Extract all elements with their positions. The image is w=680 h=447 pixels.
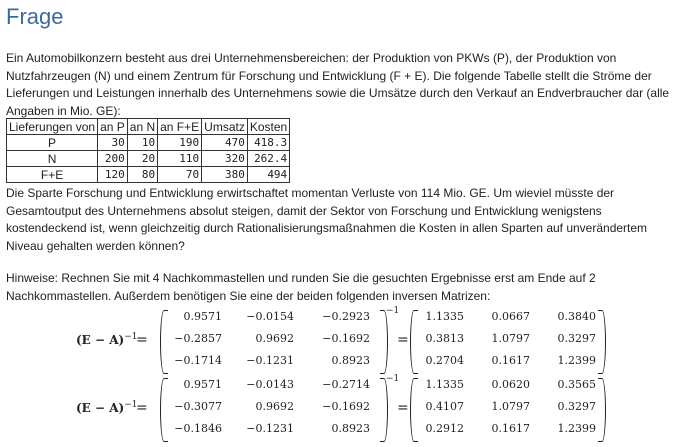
matrix-cell: 0.2912 <box>425 422 464 435</box>
table-cell: F+E <box>7 167 98 183</box>
matrix-cell: 0.9571 <box>183 310 222 323</box>
intro-paragraph: Ein Automobilkonzern besteht aus drei Unternehmensbereichen: der Produktion von PKWs (P), der Produktion von Nutzfahrzeugen (N) und einem Zentrum für Forschung und Entwicklung (F + E). Die folgende Tabelle stellt die Ströme der Lieferungen und Leistungen innerhalb des Unternehmens sowie die Umsätze durch den Verkauf an Endverbraucher dar (alle Angaben in Mio. GE): <box>6 51 670 118</box>
column-header: an F+E <box>158 119 202 135</box>
matrix-cell: 0.9571 <box>183 378 222 391</box>
inverse-exponent: −1 <box>386 306 400 316</box>
matrix-cell: 1.1335 <box>425 378 464 391</box>
matrix-cell: 0.1617 <box>491 422 530 435</box>
matrix-cell: 0.0667 <box>491 310 530 323</box>
table-cell: 470 <box>202 135 248 151</box>
matrix-cell: −0.2714 <box>322 378 370 391</box>
matrix-cell: −0.1231 <box>246 422 294 435</box>
matrix-cell: 0.2704 <box>425 354 464 367</box>
table-cell: 20 <box>127 151 157 167</box>
table-row <box>7 151 290 167</box>
table-cell: 10 <box>127 135 157 151</box>
table-cell: 110 <box>158 151 202 167</box>
table-cell: 262.4 <box>247 151 289 167</box>
table-cell: 120 <box>98 167 128 183</box>
hint-paragraph: Hinweise: Rechnen Sie mit 4 Nachkommastellen und runden Sie die gesuchten Ergebnisse erst am Ende auf 2 Nachkommastellen. Außerdem benötigen Sie eine der beiden folgenden inversen Matrizen: <box>6 271 596 303</box>
table-cell: N <box>7 151 98 167</box>
page-title: Frage <box>6 4 64 29</box>
question-paragraph: Die Sparte Forschung und Entwicklung erwirtschaftet momentan Verluste von 114 Mio. GE. Um wieviel müsste der Gesamtoutput des Unternehmens absolut steigen, damit der Sektor von Forschung und Entwicklung wenigstens kostendeckend ist, wenn gleichzeitig durch Rationalisierungsmaßnahmen die Kosten in allen Sparten auf unverändertem Niveau gehalten werden können? <box>6 186 648 253</box>
matrix-cell: 0.3813 <box>425 332 464 345</box>
left-matrix <box>160 374 400 442</box>
table-cell: P <box>7 135 98 151</box>
matrix-cell: 1.1335 <box>425 310 464 323</box>
matrix-cell: 0.0620 <box>491 378 530 391</box>
column-header: an N <box>127 119 157 135</box>
column-header: Umsatz <box>202 119 248 135</box>
table-row <box>7 167 290 183</box>
table-cell: 418.3 <box>247 135 289 151</box>
left-matrix <box>160 306 400 374</box>
matrix-cell: −0.1714 <box>174 354 222 367</box>
equals-sign: = <box>397 332 409 348</box>
matrix-cell: 0.9692 <box>255 400 294 413</box>
matrix-cell: −0.1231 <box>246 354 294 367</box>
right-matrix <box>410 310 606 374</box>
column-header: Kosten <box>247 119 289 135</box>
matrix-cell: 1.0797 <box>491 332 530 345</box>
matrix-cell: −0.3077 <box>174 400 222 413</box>
matrix-cell: −0.2857 <box>174 332 222 345</box>
matrix-cell: 0.3297 <box>557 332 596 345</box>
table-cell: 190 <box>158 135 202 151</box>
matrix-cell: −0.0143 <box>246 378 294 391</box>
matrix-cell: 0.8923 <box>331 422 370 435</box>
matrix-cell: 0.3565 <box>557 378 596 391</box>
equation-lhs: $(E - A)^{-1}$ <box>76 400 138 415</box>
matrix-cell: −0.1692 <box>322 400 370 413</box>
matrix-cell: −0.0154 <box>246 310 294 323</box>
inverse-equation-2 <box>0 374 680 442</box>
inverse-exponent: −1 <box>386 374 400 384</box>
supply-table <box>6 118 290 183</box>
table-row <box>7 135 290 151</box>
equals-sign: = <box>136 400 148 416</box>
inverse-equation-1 <box>0 306 680 374</box>
matrix-cell: −0.1692 <box>322 332 370 345</box>
column-header: an P <box>98 119 128 135</box>
column-header: Lieferungen von <box>7 119 98 135</box>
equals-sign: = <box>136 332 148 348</box>
matrix-cell: 0.3840 <box>557 310 596 323</box>
matrix-cell: 0.1617 <box>491 354 530 367</box>
table-header-row <box>7 119 290 135</box>
matrix-cell: 1.0797 <box>491 400 530 413</box>
equation-lhs: $(E - A)^{-1}$ <box>76 332 138 347</box>
table-cell: 380 <box>202 167 248 183</box>
matrix-cell: 0.8923 <box>331 354 370 367</box>
equals-sign: = <box>397 400 409 416</box>
matrix-cell: 0.4107 <box>425 400 464 413</box>
table-cell: 494 <box>247 167 289 183</box>
table-cell: 70 <box>158 167 202 183</box>
table-cell: 200 <box>98 151 128 167</box>
matrix-cell: 1.2399 <box>557 422 596 435</box>
table-cell: 80 <box>127 167 157 183</box>
right-matrix <box>410 378 606 442</box>
matrix-cell: 1.2399 <box>557 354 596 367</box>
table-cell: 30 <box>98 135 128 151</box>
matrix-cell: −0.1846 <box>174 422 222 435</box>
table-cell: 320 <box>202 151 248 167</box>
matrix-cell: 0.9692 <box>255 332 294 345</box>
matrix-cell: −0.2923 <box>322 310 370 323</box>
matrix-cell: 0.3297 <box>557 400 596 413</box>
